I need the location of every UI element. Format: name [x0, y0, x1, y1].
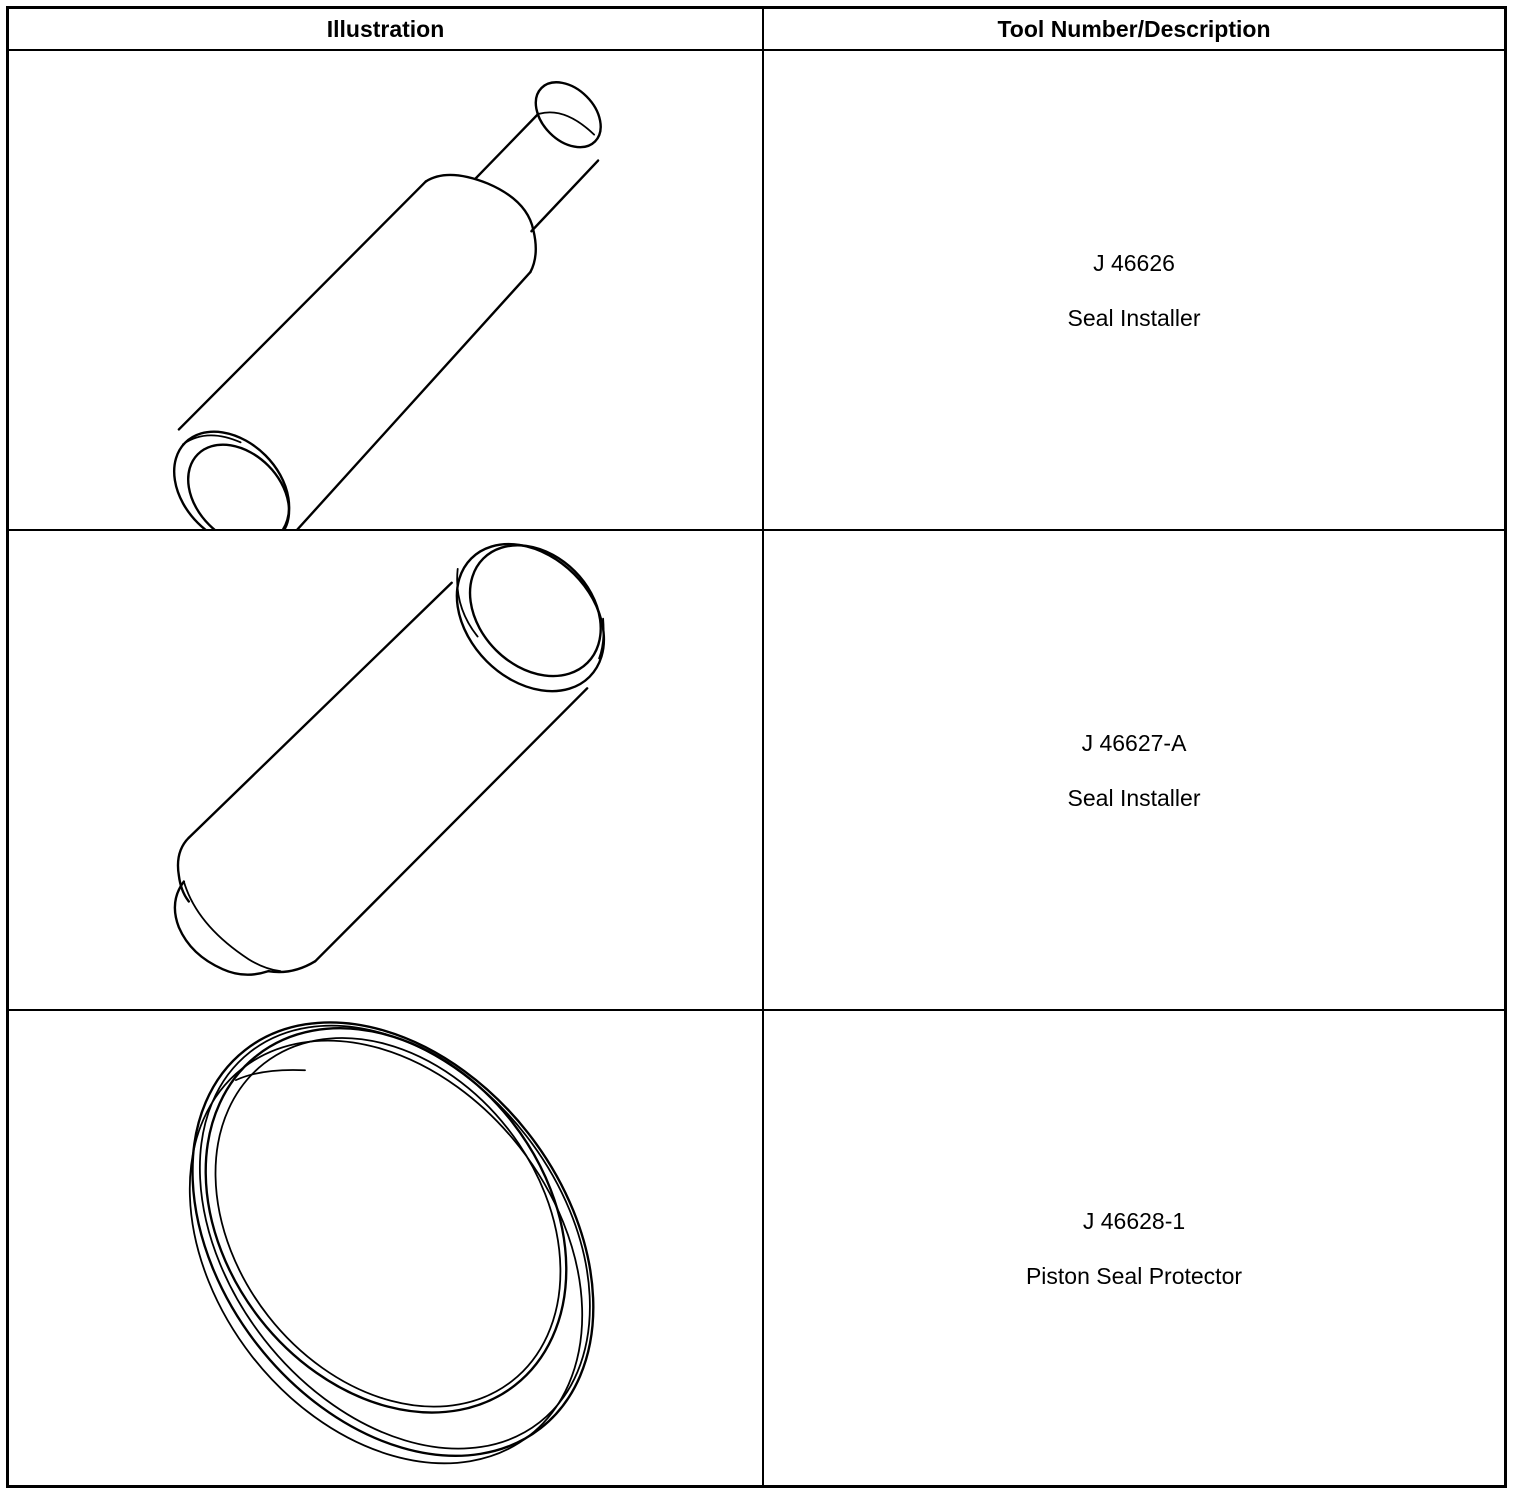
table-row-2-illustration [9, 531, 764, 1011]
tool-number: J 46628-1 [1082, 1207, 1186, 1234]
table-row-1-tool [764, 51, 1504, 531]
header-tool-number-description: Tool Number/Description [764, 9, 1504, 51]
piston-seal-protector-ring-icon [9, 1011, 762, 1485]
table-row-3-illustration [9, 1011, 764, 1485]
table-row-2-tool [764, 531, 1504, 1011]
header-illustration: Illustration [9, 9, 764, 51]
tool-description: Piston Seal Protector [1025, 1262, 1243, 1289]
seal-installer-cylinder-icon [9, 531, 762, 1009]
tool-description: Seal Installer [1067, 784, 1201, 811]
seal-installer-stepped-icon [9, 51, 762, 529]
tool-table [6, 6, 1507, 1488]
table-row-1-illustration [9, 51, 764, 531]
tool-number: J 46626 [1093, 249, 1175, 276]
table-row-3-tool [764, 1011, 1504, 1485]
tool-number: J 46627-A [1081, 729, 1187, 756]
tool-description: Seal Installer [1067, 304, 1201, 331]
